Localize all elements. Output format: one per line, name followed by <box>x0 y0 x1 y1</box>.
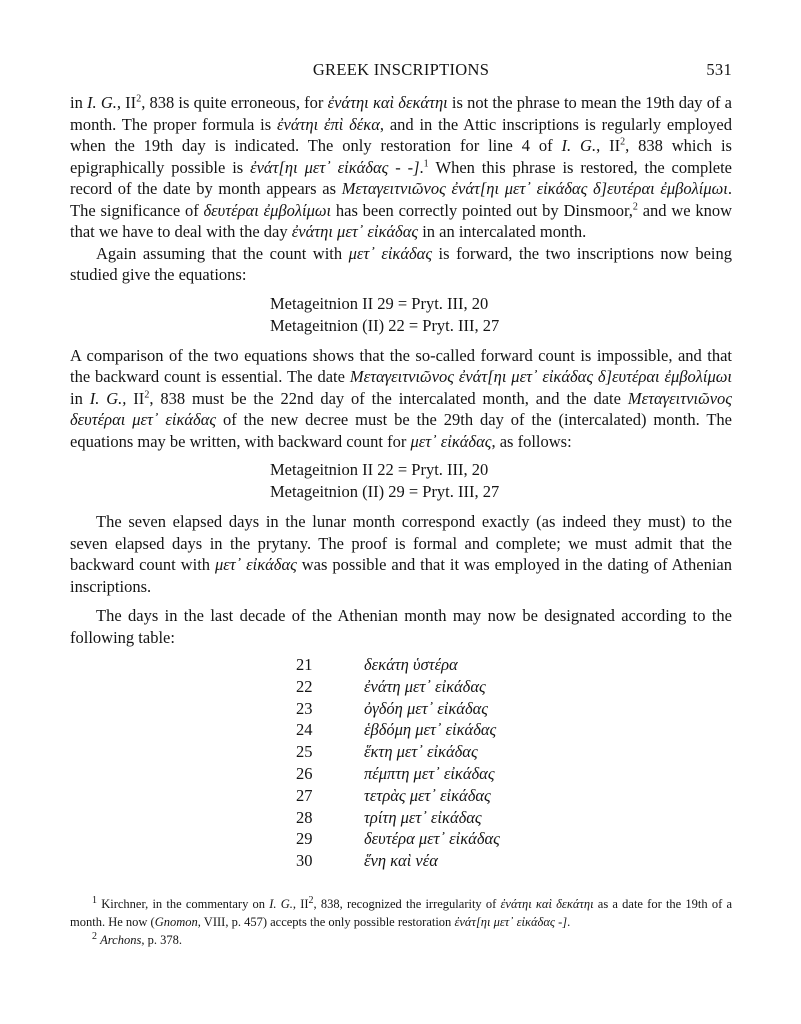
days-table <box>296 654 732 872</box>
footnote-2 <box>70 931 732 949</box>
footnotes <box>70 895 732 949</box>
footnote-ref: 2 <box>632 201 638 212</box>
text: A comparison of the two equations shows that the so-called forward count is impossible, and that the backward count is essential. The date <box>70 345 732 386</box>
text: , II <box>596 136 621 155</box>
greek-phrase: δευτέραι ἐμβολίμωι <box>203 200 332 220</box>
text: , 838 which is epigraphically possible is <box>70 136 732 177</box>
equation-block-backward <box>70 459 732 503</box>
day-phrase: πέμπτη μετ᾽ εἰκάδας <box>364 763 495 783</box>
text: is forward, the two inscriptions now being studied give the equations: <box>70 243 732 284</box>
paragraph-3 <box>70 345 732 453</box>
text: , 838 must be the 22nd day of the intercalated month, and the date <box>149 388 628 408</box>
text: . <box>567 915 571 929</box>
footnote-ref: 1 <box>423 158 429 169</box>
superscript: 2 <box>144 389 150 400</box>
equation-line <box>70 481 732 503</box>
greek-phrase: Μεταγειτνιῶνος ἐνάτ[ηι μετ᾽ εἰκάδας δ]ευτέραι ἐμβολίμωι <box>341 179 728 198</box>
table-row <box>296 850 732 872</box>
greek-phrase: ἐνάτηι καὶ δεκάτηι <box>327 93 448 112</box>
table-row <box>296 807 732 829</box>
equation-block-forward <box>70 293 732 337</box>
day-phrase: δευτέρα μετ᾽ εἰκάδας <box>364 829 500 849</box>
greek-phrase: Μεταγειτνιῶνος δευτέραι μετ᾽ εἰκάδας <box>70 388 732 429</box>
text: . The significance of <box>70 179 732 220</box>
text: in an intercalated month. <box>418 222 587 241</box>
day-number: 26 <box>296 763 313 783</box>
text: of the new decree must be the 29th day of the (intercalated) month. The equations may be written, with backward count for <box>70 410 732 451</box>
table-row <box>296 719 732 741</box>
running-title: GREEK INSCRIPTIONS <box>312 60 490 79</box>
greek-phrase: ἐνάτ[ηι μετ᾽ εἰκάδας - -] <box>250 157 420 177</box>
text: , as follows: <box>491 431 572 451</box>
day-number: 22 <box>296 676 313 696</box>
superscript: 2 <box>308 894 314 906</box>
text: , and in the Attic inscriptions is regularly employed when the 19th day is indicated. The only restoration for line 4 of <box>70 114 733 155</box>
footnote-mark: 1 <box>92 894 97 906</box>
footnote-1 <box>70 895 732 931</box>
day-phrase: τρίτη μετ᾽ εἰκάδας <box>364 807 482 827</box>
citation: I. G. <box>269 897 293 911</box>
day-number: 24 <box>296 720 313 740</box>
superscript: 2 <box>620 136 626 148</box>
text: in <box>70 93 88 112</box>
paragraph-5 <box>70 605 732 648</box>
text: was possible and that it was employed in the dating of Athenian inscriptions. <box>70 555 732 596</box>
superscript: 2 <box>136 93 142 105</box>
day-phrase: ἕνη καὶ νέα <box>364 851 438 871</box>
text: II <box>126 388 145 408</box>
table-row <box>296 676 732 698</box>
text: Kirchner, in the commentary on <box>97 897 270 911</box>
text: , VIII, p. 457) accepts the only possible restoration <box>197 915 455 929</box>
greek-phrase: ἐνάτηι καὶ δεκάτηι <box>500 897 594 911</box>
text: When this phrase is restored, the complete record of the date by month appears as <box>70 157 733 198</box>
greek-phrase: μετ᾽ εἰκάδας <box>410 431 492 451</box>
journal-title: Gnomon <box>154 915 198 929</box>
text: has been correctly pointed out by Dinsmoor, <box>331 200 633 220</box>
greek-phrase: ἐνάτηι ἐπὶ δέκα <box>277 114 380 134</box>
greek-phrase: Μεταγειτνιῶνος ἐνάτ[ηι μετ᾽ εἰκάδας δ]ευτέραι ἐμβολίμωι <box>349 367 733 386</box>
text: The seven elapsed days in the lunar month correspond exactly (as indeed they must) to the seven elapsed days in the prytany. The proof is formal and complete; we must admit that the backward count with <box>70 512 732 574</box>
greek-phrase: μετ᾽ εἰκάδας <box>214 555 297 574</box>
greek-phrase: ἐνάτ[ηι μετ᾽ εἰκάδας -] <box>454 915 568 929</box>
footnote-mark: 2 <box>92 930 97 942</box>
day-phrase: δεκάτη ὑστέρα <box>364 655 458 674</box>
equation-line <box>70 315 732 337</box>
day-number: 25 <box>296 742 313 762</box>
equation-line <box>70 293 732 315</box>
day-number: 27 <box>296 785 313 805</box>
citation: I. G., <box>89 388 127 408</box>
citation: I. G. <box>561 136 597 155</box>
equation: Metageitnion II 22 = Pryt. III, 20 <box>270 460 489 479</box>
text: is not the phrase to mean the 19th day of a month. The proper formula is <box>70 93 732 134</box>
text: , 838 is quite erroneous, for <box>141 93 328 112</box>
table-row <box>296 654 732 676</box>
day-number: 30 <box>296 851 313 871</box>
text: in <box>70 388 90 408</box>
book-title: Archons <box>100 933 142 947</box>
paragraph-2 <box>70 243 732 286</box>
text: . <box>419 157 424 177</box>
running-header <box>70 60 732 82</box>
text: The days in the last decade of the Athenian month may now be designated according to the following table: <box>70 606 732 647</box>
page-number: 531 <box>706 60 732 79</box>
citation: I. G. <box>87 93 117 112</box>
text: , 838, recognized the irregularity of <box>313 897 501 911</box>
day-number: 29 <box>296 829 313 849</box>
equation: Metageitnion (II) 29 = Pryt. III, 27 <box>270 482 500 501</box>
table-row <box>296 785 732 807</box>
text: , II <box>116 93 137 112</box>
day-number: 23 <box>296 698 313 718</box>
text: and we know that we have to deal with the day <box>70 200 733 241</box>
day-phrase: ἑβδόμη μετ᾽ εἰκάδας <box>364 720 497 740</box>
day-phrase: τετρὰς μετ᾽ εἰκάδας <box>364 785 491 805</box>
text: as a date for the 19th of a month. He now ( <box>70 897 733 929</box>
text: , II <box>292 897 309 911</box>
day-phrase: ἕκτη μετ᾽ εἰκάδας <box>364 742 478 762</box>
day-number: 21 <box>296 655 313 674</box>
text: , p. 378. <box>141 933 182 947</box>
equation: Metageitnion (II) 22 = Pryt. III, 27 <box>270 315 500 335</box>
paragraph-1 <box>70 92 732 243</box>
day-phrase: ὀγδόη μετ᾽ εἰκάδας <box>364 698 488 718</box>
equation-line <box>70 459 732 481</box>
paragraph-4 <box>70 511 732 597</box>
greek-phrase: ἐνάτηι μετ᾽ εἰκάδας <box>291 222 419 241</box>
text: Again assuming that the count with <box>96 243 349 263</box>
table-row <box>296 698 732 720</box>
table-row <box>296 763 732 785</box>
main-text <box>70 92 732 872</box>
equation: Metageitnion II 29 = Pryt. III, 20 <box>270 293 489 313</box>
table-row <box>296 828 732 850</box>
day-number: 28 <box>296 807 313 827</box>
day-phrase: ἐνάτη μετ᾽ εἰκάδας <box>364 676 486 696</box>
greek-phrase: μετ᾽ εἰκάδας <box>348 243 433 263</box>
table-row <box>296 741 732 763</box>
